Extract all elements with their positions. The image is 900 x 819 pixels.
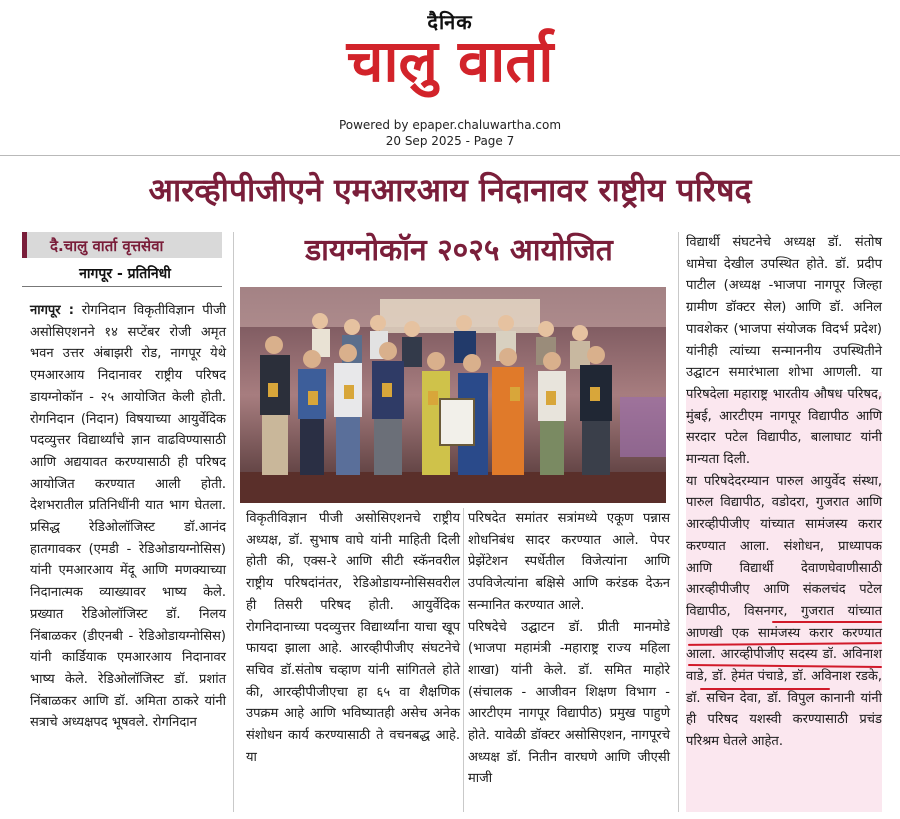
byline-divider bbox=[22, 286, 222, 287]
article-headline: आरव्हीपीजीएने एमआरआय निदानावर राष्ट्रीय परिषद bbox=[148, 171, 752, 209]
powered-by: Powered by epaper.chaluwartha.com bbox=[338, 118, 562, 132]
article-subhead: डायग्नोकॉन २०२५ आयोजित bbox=[305, 233, 613, 268]
column-rule-3 bbox=[678, 232, 679, 812]
date-page: 20 Sep 2025 - Page 7 bbox=[385, 134, 515, 148]
masthead-daily: दैनिक bbox=[427, 10, 473, 34]
underline-mark-1 bbox=[772, 621, 882, 623]
dateline-city: नागपूर : bbox=[30, 303, 74, 318]
column-rule-1 bbox=[233, 232, 234, 812]
event-photo bbox=[240, 287, 666, 503]
byline-location: नागपूर - प्रतिनिधी bbox=[79, 266, 171, 282]
event-photo-illustration bbox=[240, 287, 666, 503]
column-rule-2 bbox=[463, 508, 464, 812]
article-column-4: विद्यार्थी संघटनेचे अध्यक्ष डॉ. संतोष धामेचा देखील उपस्थित होते. डॉ. प्रदीप पाटील (अध्यक्ष -भाजपा नागपूर जिल्हा ग्रामीण डॉक्टर सेल) आणि डॉ. अनिल पावशेकर (भाजपा संयोजक विदर्भ प्रदेश) यांनीही त्यांच्या सन्माननीय उपस्थितीने उद्घाटन समारंभाला शोभा आणली. या परिषदेला महाराष्ट्र भारतीय औषध परिषद, मुंबई, आरटीएम नागपूर विद्यापीठ आणि सरदार पटेल विद्यापीठ, बालाघाट यांनी मान्यता दिली. या परिषदेदरम्यान पारुल आयुर्वेद संस्था, पारुल विद्यापीठ, वडोदरा, गुजरात आणि आरव्हीपीजीए यांच्यात सामंजस्य करार करण्यात आला. संशोधन, प्राध्यापक आणि विद्यार्थी देवाणघेवाणीसाठी आरव्हीपीजीए आणि संकलचंद पटेल विद्यापीठ, विसनगर, गुजरात यांच्यात आणखी एक सामंजस्य करार करण्यात आला. आरव्हीपीजीए सदस्य डॉ. अविनाश वाडे, डॉ. हेमंत पंचाडे, डॉ. अविनाश रडके, डॉ. सचिन देवा, डॉ. विपुल कानानी यांनी ही परिषद यशस्वी करण्यासाठी प्रचंड परिश्रम घेतले आहेत. bbox=[686, 235, 882, 750]
article-column-1 bbox=[30, 300, 226, 734]
article-column-2: विकृतीविज्ञान पीजी असोसिएशनचे राष्ट्रीय अध्यक्ष, डॉ. सुभाष वाघे यांनी माहिती दिली होती की, एक्स-रे आणि सीटी स्कॅनवरील राष्ट्रीय परिषदांनंतर, रेडिओडायग्नोसिसवरील ही तिसरी परिषद होती. आयुर्वेदिक रोगनिदानाच्या पदव्युत्तर विद्यार्थ्यांना याचा खूप फायदा झाला आहे. आरव्हीपीजीए संघटनेचे सचिव डॉ.संतोष चव्हाण यांनी सांगितले होते की, आरव्हीपीजीएचा हा ६५ वा शैक्षणिक उपक्रम आहे आणि भविष्यातही असेच अनेक संशोधन कार्य करण्यासाठी ते वचनबद्ध आहे. या bbox=[246, 511, 460, 765]
byline-name: दै.चालु वार्ता वृत्तसेवा bbox=[50, 237, 164, 255]
article-column-3: परिषदेत समांतर सत्रांमध्ये एकूण पन्नास शोधनिबंध सादर करण्यात आले. पेपर प्रेझेंटेशन स्पर्धेतील विजेत्यांना आणि उपविजेत्यांना बक्षिसे आणि करंडक देऊन सन्मानित करण्यात आले. परिषदेचे उद्घाटन डॉ. प्रीती मानमोडे (भाजपा महामंत्री -महाराष्ट्र राज्य महिला शाखा) यांनी केले. डॉ. समित माहोरे (संचालक - आजीवन शिक्षण विभाग - आरटीएम नागपूर विद्यापीठ) प्रमुख पाहुणे होते. यावेळी डॉक्टर असोसिएशन, नागपूरचे अध्यक्ष डॉ. नितीन वारघणे आणि जीएसी माजी bbox=[468, 511, 670, 787]
masthead-divider bbox=[0, 155, 900, 156]
masthead-title: चालु वार्ता bbox=[346, 27, 554, 95]
column-1-text: रोगनिदान विकृतीविज्ञान पीजी असोसिएशनने १४ सप्टेंबर रोजी अमृत भवन उत्तर अंबाझरी रोड, नागपूर येथे एमआरआय निदानावर राष्ट्रीय परिषद डायग्नोकॉन - २५ आयोजित केली होती. रोगनिदान (निदान) विषयाच्या आयुर्वेदिक पदव्युत्तर विद्यार्थ्यांचे ज्ञान वाढविण्यासाठी आणि अद्ययावत करण्यासाठी ही परिषद आयोजित करण्यात आली होती. देशभरातील प्रतिनिधींनी यात भाग घेतला. प्रसिद्ध रेडिओलॉजिस्ट डॉ.आनंद हातगावकर (एमडी - रेडिओडायग्नोसिस) यांनी एमआरआय मेंदू आणि मणक्याच्या निदानात्मक व्याख्यावर भाष्य केले. प्रख्यात रेडिओलॉजिस्ट डॉ. निलय निंबाळकर (डीएनबी - रेडिओडायग्नोसिस) यांनी कार्डियाक एमआरआय निदानावर भाष्य केले. रेडिओलॉजिस्ट डॉ. प्रशांत निंबाळकर आणि डॉ. अमिता ठाकरे यांनी सत्राचे अध्यक्षपद भूषवले. रोगनिदान bbox=[30, 303, 226, 731]
underline-mark-4 bbox=[700, 688, 830, 690]
